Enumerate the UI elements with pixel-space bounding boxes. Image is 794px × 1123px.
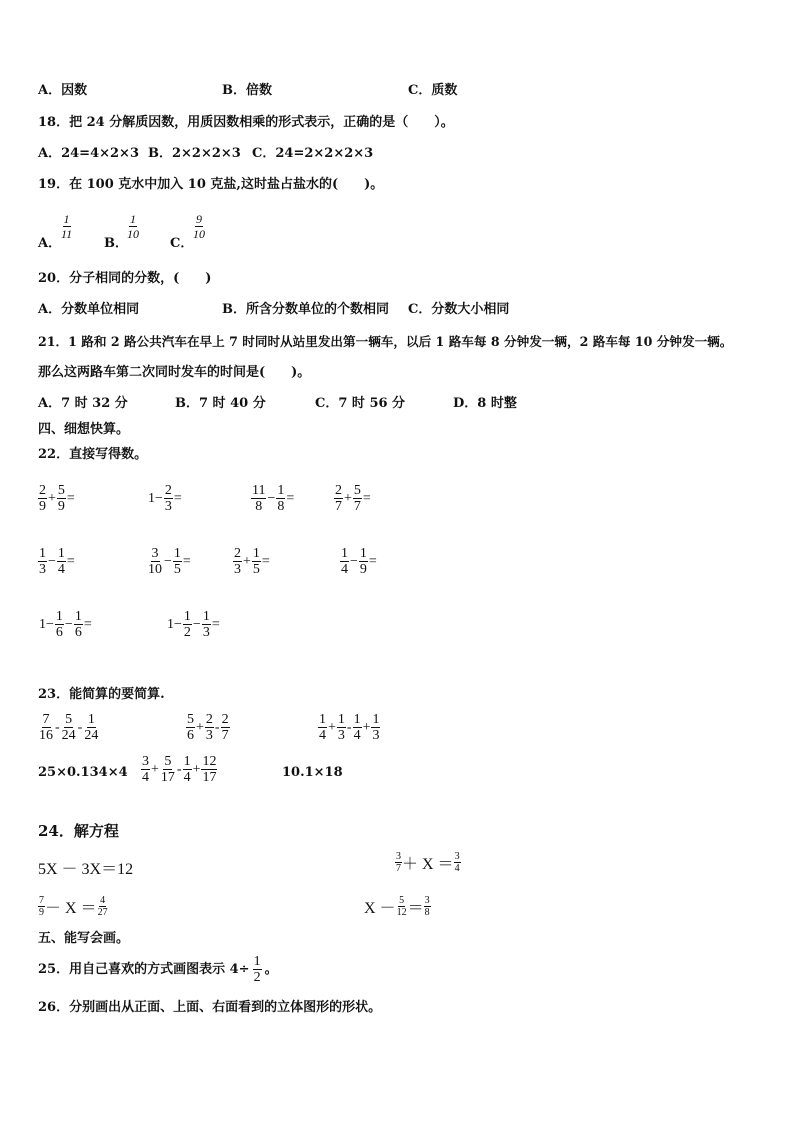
q21-stem-line1: 21．1 路和 2 路公共汽车在早上 7 时同时从站里发出第一辆车，以后 1 路车每 8 分钟发一辆，2 路车每 10 分钟发一辆。: [38, 334, 733, 349]
q19-fraction-a: $\frac{1}{11}$: [61, 212, 73, 241]
q23-expression-6: 10.1×18: [282, 765, 343, 780]
q22-expression-1: $\frac{2}{9}$ + $\frac{5}{9}$ =: [39, 483, 75, 514]
q26-stem: 26．分别画出从正面、上面、右面看到的立体图形的形状。: [38, 1000, 382, 1015]
q21-option-c: C．7 时 56 分: [315, 396, 406, 411]
q22-expression-10: 1− $\frac{1}{2}$ − $\frac{1}{3}$ =: [167, 609, 220, 640]
q22-expression-8: $\frac{1}{4}$ − $\frac{1}{9}$ =: [341, 546, 377, 577]
q23-expression-3: $\frac{1}{4}$ + $\frac{1}{3}$ - $\frac{1}{4}$ + $\frac{1}{3}$: [319, 712, 380, 743]
q22-expression-2: 1− $\frac{2}{3}$ =: [148, 483, 182, 514]
q19-option-a: A．: [38, 236, 62, 251]
q20-option-c: C．分数大小相同: [408, 302, 510, 317]
q21-stem-line2: 那么这两路车第二次同时发车的时间是( )。: [38, 365, 311, 380]
q20-stem: 20．分子相同的分数，( ): [38, 271, 212, 286]
q24-equation-3: $\frac{7}{9}$ － X ＝ $\frac{4}{27}$: [39, 895, 108, 918]
q18-stem: 18．把 24 分解质因数，用质因数相乘的形式表示，正确的是（ ）。: [38, 115, 454, 130]
q21-option-b: B．7 时 40 分: [175, 396, 266, 411]
q24-equation-4: X － $\frac{5}{12}$ ＝ $\frac{3}{8}$: [364, 895, 430, 918]
q18-option-a: A．24=4×2×3: [38, 146, 139, 161]
q23-expression-2: $\frac{5}{6}$ + $\frac{2}{3}$ - $\frac{2}{7}$: [187, 712, 229, 743]
q23-expression-4: 25×0.134×4: [38, 765, 128, 780]
q22-expression-7: $\frac{2}{3}$ + $\frac{1}{5}$ =: [234, 546, 270, 577]
q25-stem: 25．用自己喜欢的方式画图表示 4÷ $\frac{1}{2}$ 。: [38, 954, 278, 985]
q20-option-a: A．分数单位相同: [38, 302, 140, 317]
q18-option-c: C．24=2×2×2×3: [252, 146, 374, 161]
q24-equation-1: 5X － 3X＝12: [38, 861, 134, 878]
q22-expression-3: $\frac{11}{8}$ − $\frac{1}{8}$ =: [252, 483, 295, 514]
q19-option-b: B．: [104, 236, 128, 251]
q22-expression-9: 1− $\frac{1}{6}$ − $\frac{1}{6}$ =: [39, 609, 92, 640]
q19-stem: 19．在 100 克水中加入 10 克盐,这时盐占盐水的( )。: [38, 177, 384, 192]
section-four-heading: 四、细想快算。: [38, 422, 130, 437]
q21-option-a: A．7 时 32 分: [38, 396, 128, 411]
q23-expression-5: $\frac{3}{4}$ + $\frac{5}{17}$ - $\frac{1}{4}$ + $\frac{12}{17}$: [142, 754, 217, 785]
q21-option-d: D．8 时整: [453, 396, 517, 411]
q22-expression-6: $\frac{3}{10}$ − $\frac{1}{5}$ =: [148, 546, 191, 577]
q17-option-b: B．倍数: [222, 83, 272, 98]
q19-option-c: C．: [170, 236, 194, 251]
q20-option-b: B．所含分数单位的个数相同: [222, 302, 389, 317]
q17-option-a: A．因数: [38, 83, 88, 98]
q24-stem: 24．解方程: [38, 822, 119, 840]
section-five-heading: 五、能写会画。: [38, 931, 130, 946]
q19-fraction-b: $\frac{1}{10}$: [127, 212, 139, 241]
q23-stem: 23．能简算的要简算.: [38, 687, 165, 702]
q22-expression-4: $\frac{2}{7}$ + $\frac{5}{7}$ =: [335, 483, 371, 514]
q17-option-c: C．质数: [408, 83, 458, 98]
q19-fraction-c: $\frac{9}{10}$: [193, 212, 205, 241]
q24-equation-2: $\frac{3}{7}$ ＋ X ＝ $\frac{3}{4}$: [396, 851, 460, 874]
q23-expression-1: $\frac{7}{16}$ - $\frac{5}{24}$ - $\frac{1}{24}$: [39, 712, 99, 743]
q18-option-b: B．2×2×2×3: [148, 146, 241, 161]
q22-stem: 22．直接写得数。: [38, 447, 148, 462]
q22-expression-5: $\frac{1}{3}$ − $\frac{1}{4}$ =: [39, 546, 75, 577]
